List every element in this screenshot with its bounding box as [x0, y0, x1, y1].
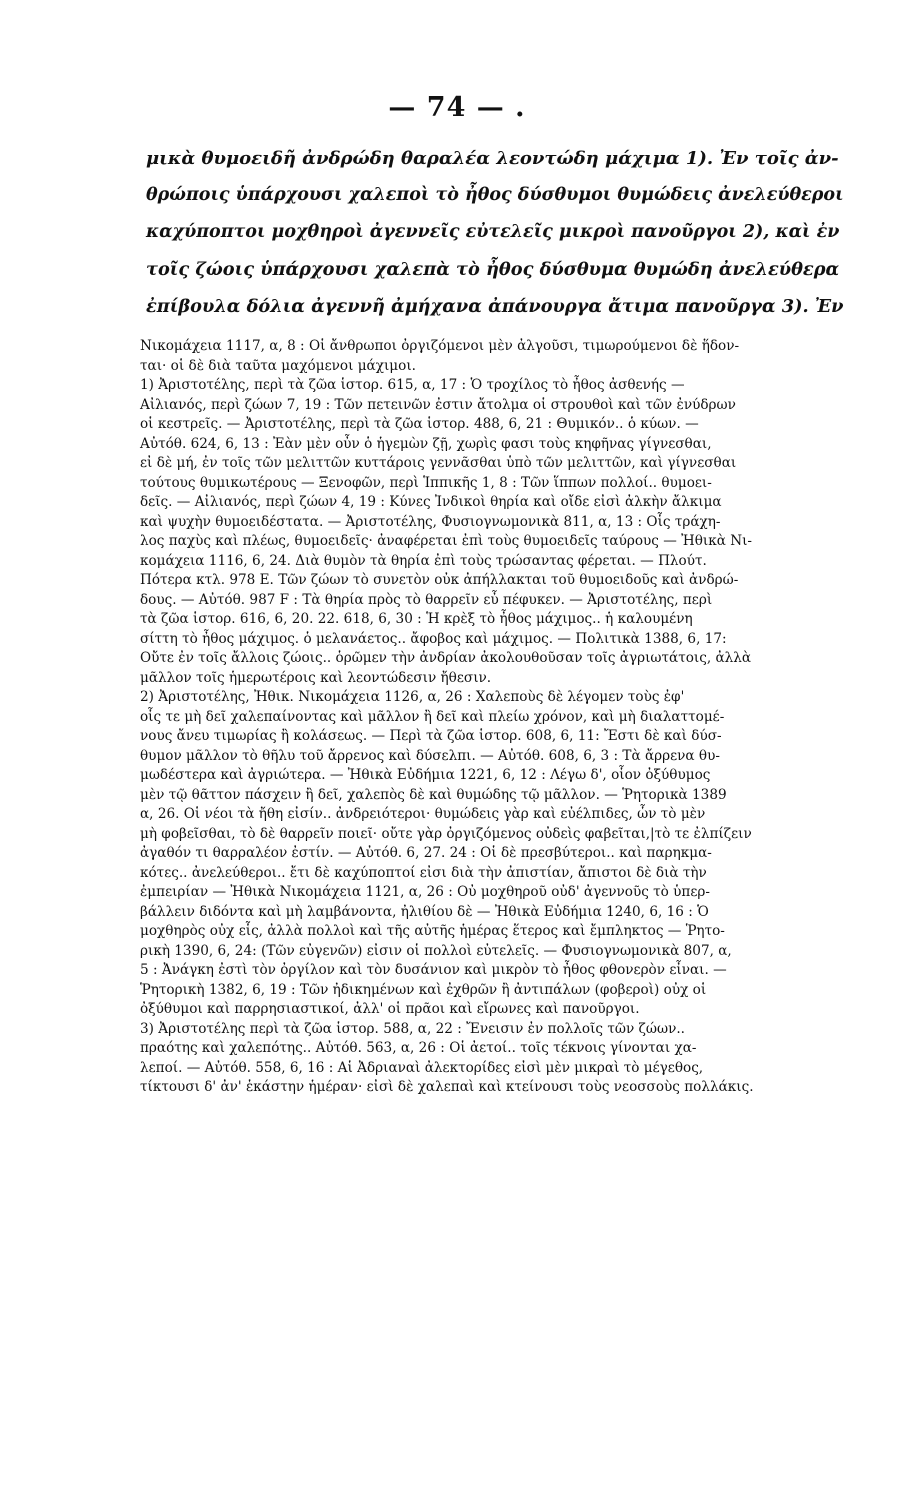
footnote-line: μοχθηρὸς οὐχ εἷς, ἀλλὰ πολλοὶ καὶ τῆς αὐτῆς ἡμέρας ἕτερος καὶ ἔμπληκτος — Ῥητο- [140, 923, 725, 939]
footnote-line: ὀξύθυμοι καὶ παρρησιαστικοί, ἀλλ' οἱ πρᾶοι καὶ εἴρωνες καὶ πανοῦργοι. [140, 1001, 640, 1017]
footnote-line: 5 : Ἀνάγκη ἐστὶ τὸν ὀργίλον καὶ τὸν δυσάνιον καὶ μικρὸν τὸ ἦθος φθονερὸν εἶναι. — [140, 962, 727, 978]
page-number: — 74 — . [388, 92, 526, 123]
footnote-line: 1) Ἀριστοτέλης, περὶ τὰ ζῶα ἱστορ. 615, α, 17 : Ὁ τροχίλος τὸ ἦθος ἀσθενής — [140, 377, 685, 393]
footnote-line: Πότερα κτλ. 978 Ε. Τῶν ζώων τὸ συνετὸν οὐκ ἀπήλλακται τοῦ θυμοειδοῦς καὶ ἀνδρώ- [140, 572, 739, 588]
footnote-line: Ῥητορικὴ 1382, 6, 19 : Τῶν ἠδικημένων καὶ ἐχθρῶν ἢ ἀντιπάλων (φοβεροὶ) οὐχ οἱ [140, 981, 707, 998]
footnote-line: ἀγαθόν τι θαρραλέον ἐστίν. — Αὐτόθ. 6, 27. 24 : Οἱ δὲ πρεσβύτεροι.. καὶ παρηκμα- [140, 845, 712, 861]
footnote-line: μὴ φοβεῖσθαι, τὸ δὲ θαρρεῖν ποιεῖ· οὔτε γὰρ ὀργιζόμενος οὐδεὶς φαβεῖται,|τὸ τε ἐλπίζειν [140, 825, 752, 842]
main-text-line: μικὰ θυμοειδῆ ἀνδρώδη θαραλέα λεοντώδη μάχιμα 1). Ἐν τοῖς ἀν- [146, 148, 839, 169]
footnote-line: κότες.. ἀνελεύθεροι.. ἔτι δὲ καχύποπτοί εἰσι διὰ τὴν ἀπιστίαν, ἄπιστοι δὲ διὰ τὴν [140, 864, 707, 881]
footnote-line: λος παχὺς καὶ πλέως, θυμοειδεῖς· ἀναφέρεται ἐπὶ τοὺς θυμοειδεῖς ταύρους — Ἠθικὰ Νι- [140, 533, 753, 549]
footnote-line: Αἰλιανός, περὶ ζώων 7, 19 : Τῶν πετεινῶν ἐστιν ἄτολμα οἱ στρουθοὶ καὶ τῶν ἐνύδρων [140, 396, 736, 413]
footnote-line: μωδέστερα καὶ ἀγριώτερα. — Ἠθικὰ Εὐδήμια 1221, 6, 12 : Λέγω δ', οἷον ὀξύθυμος [140, 767, 711, 783]
footnote-line: τὰ ζῶα ἱστορ. 616, 6, 20. 22. 618, 6, 30 : Ἡ κρὲξ τὸ ἦθος μάχιμος.. ἡ καλουμένη [140, 611, 693, 627]
footnote-line: καὶ ψυχὴν θυμοειδέστατα. — Ἀριστοτέλης, Φυσιογνωμονικὰ 811, α, 13 : Οἷς τράχη- [140, 513, 721, 530]
footnote-line: ἐμπειρίαν — Ἠθικὰ Νικομάχεια 1121, α, 26 : Οὐ μοχθηροῦ οὐδ' ἀγεννοῦς τὸ ὑπερ- [140, 884, 710, 900]
footnotes-block [140, 337, 850, 1098]
footnote-line: τούτους θυμικωτέρους — Ξενοφῶν, περὶ Ἱππικῆς 1, 8 : Τῶν ἵππων πολλοί.. θυμοει- [140, 474, 712, 491]
main-text-line: τοῖς ζώοις ὑπάρχουσι χαλεπὰ τὸ ἦθος δύσθυμα θυμώδη ἀνελεύθερα [146, 259, 840, 280]
footnote-line: 2) Ἀριστοτέλης, Ἠθικ. Νικομάχεια 1126, α, 26 : Χαλεποὺς δὲ λέγομεν τοὺς ἐφ' [140, 689, 685, 705]
main-text-line: καχύποπτοι μοχθηροὶ ἀγεννεῖς εὐτελεῖς μικροὶ πανοῦργοι 2), καὶ ἐν [146, 222, 840, 242]
footnote-line: τίκτουσι δ' ἀν' ἑκάστην ἡμέραν· εἰσὶ δὲ χαλεπαὶ καὶ κτείνουσι τοὺς νεοσσοὺς πολλάκις. [140, 1079, 754, 1095]
footnote-line: οἱ κεστρεῖς. — Ἀριστοτέλης, περὶ τὰ ζῶα ἱστορ. 488, 6, 21 : Θυμικόν.. ὁ κύων. — [140, 416, 699, 432]
footnote-line: ται· οἱ δὲ διὰ ταῦτα μαχόμενοι μάχιμοι. [140, 357, 416, 374]
footnote-line: θυμον μᾶλλον τὸ θῆλυ τοῦ ἄρρενος καὶ δύσελπι. — Αὐτόθ. 608, 6, 3 : Τὰ ἄρρενα θυ- [140, 747, 720, 764]
footnote-line: πραότης καὶ χαλεπότης.. Αὐτόθ. 563, α, 26 : Οἱ ἀετοί.. τοῖς τέκνοις γίνονται χα- [140, 1040, 697, 1056]
footnote-line: σίττη τὸ ἦθος μάχιμος. ὁ μελανάετος.. ἄφοβος καὶ μάχιμος. — Πολιτικὰ 1388, 6, 17: [140, 630, 727, 647]
footnote-line: μᾶλλον τοῖς ἡμερωτέροις καὶ λεοντώδεσιν ἤθεσιν. [140, 669, 492, 686]
footnote-line: 3) Ἀριστοτέλης περὶ τὰ ζῶα ἱστορ. 588, α, 22 : Ἔνεισιν ἐν πολλοῖς τῶν ζώων.. [140, 1020, 685, 1037]
footnote-line: ρικὴ 1390, 6, 24: (Τῶν εὐγενῶν) εἰσιν οἱ πολλοὶ εὐτελεῖς. — Φυσιογνωμονικὰ 807, α, [140, 942, 732, 959]
footnote-line: νους ἄνευ τιμωρίας ἢ κολάσεως. — Περὶ τὰ ζῶα ἱστορ. 608, 6, 11: Ἔστι δὲ καὶ δύσ- [140, 728, 722, 744]
footnote-line: βάλλειν διδόντα καὶ μὴ λαμβάνοντα, ἠλιθίου δὲ — Ἠθικὰ Εὐδήμια 1240, 6, 16 : Ὁ [140, 903, 709, 920]
footnote-line: Οὔτε ἐν τοῖς ἄλλοις ζώοις.. ὁρῶμεν τὴν ἀνδρίαν ἀκολουθοῦσαν τοῖς ἀγριωτάτοις, ἀλλὰ [140, 650, 752, 666]
footnote-line: λεποί. — Αὐτόθ. 558, 6, 16 : Αἱ Ἀδριαναὶ ἀλεκτορίδες εἰσὶ μὲν μικραὶ τὸ μέγεθος, [140, 1059, 704, 1076]
footnote-line: μὲν τῷ θᾶττον πάσχειν ἢ δεῖ, χαλεπὸς δὲ καὶ θυμώδης τῷ μᾶλλον. — Ῥητορικὰ 1389 [140, 786, 727, 803]
footnote-line: Νικομάχεια 1117, α, 8 : Οἱ ἄνθρωποι ὀργιζόμενοι μὲν ἀλγοῦσι, τιμωρούμενοι δὲ ἥδον- [140, 338, 740, 354]
main-text-line: ἐπίβουλα δόλια ἀγεννῆ ἀμήχανα ἀπάνουργα ἄτιμα πανοῦργα 3). Ἐν [146, 296, 844, 317]
footnote-line: κομάχεια 1116, 6, 24. Διὰ θυμὸν τὰ θηρία ἐπὶ τοὺς τρώσαντας φέρεται. — Πλούτ. [140, 552, 707, 569]
footnote-line: δεῖς. — Αἰλιανός, περὶ ζώων 4, 19 : Κύνες Ἰνδικοὶ θηρία καὶ οἴδε εἰσὶ ἀλκὴν ἄλκιμα [140, 494, 722, 510]
main-text-line: θρώποις ὑπάρχουσι χαλεποὶ τὸ ἦθος δύσθυμοι θυμώδεις ἀνελεύθεροι [146, 185, 844, 205]
footnote-line: Αὐτόθ. 624, 6, 13 : Ἐὰν μὲν οὖν ὁ ἡγεμὼν ζῇ, χωρὶς φασι τοὺς κηφῆνας γίγνεσθαι, [140, 435, 712, 452]
main-text-block [146, 140, 846, 325]
footnote-line: εἰ δὲ μή, ἐν τοῖς τῶν μελιττῶν κυττάροις γεννᾶσθαι ὑπὸ τῶν μελιττῶν, καὶ γίγνεσθαι [140, 455, 737, 471]
footnote-line: οἷς τε μὴ δεῖ χαλεπαίνοντας καὶ μᾶλλον ἢ δεῖ καὶ πλείω χρόνον, καὶ μὴ διαλαττομέ- [140, 708, 725, 725]
footnote-line: δους. — Αὐτόθ. 987 F : Τὰ θηρία πρὸς τὸ θαρρεῖν εὖ πέφυκεν. — Ἀριστοτέλης, περὶ [140, 591, 713, 608]
footnote-line: α, 26. Οἱ νέοι τὰ ἤθη εἰσίν.. ἀνδρειότεροι· θυμώδεις γὰρ καὶ εὐέλπιδες, ὧν τὸ μὲν [140, 806, 706, 822]
